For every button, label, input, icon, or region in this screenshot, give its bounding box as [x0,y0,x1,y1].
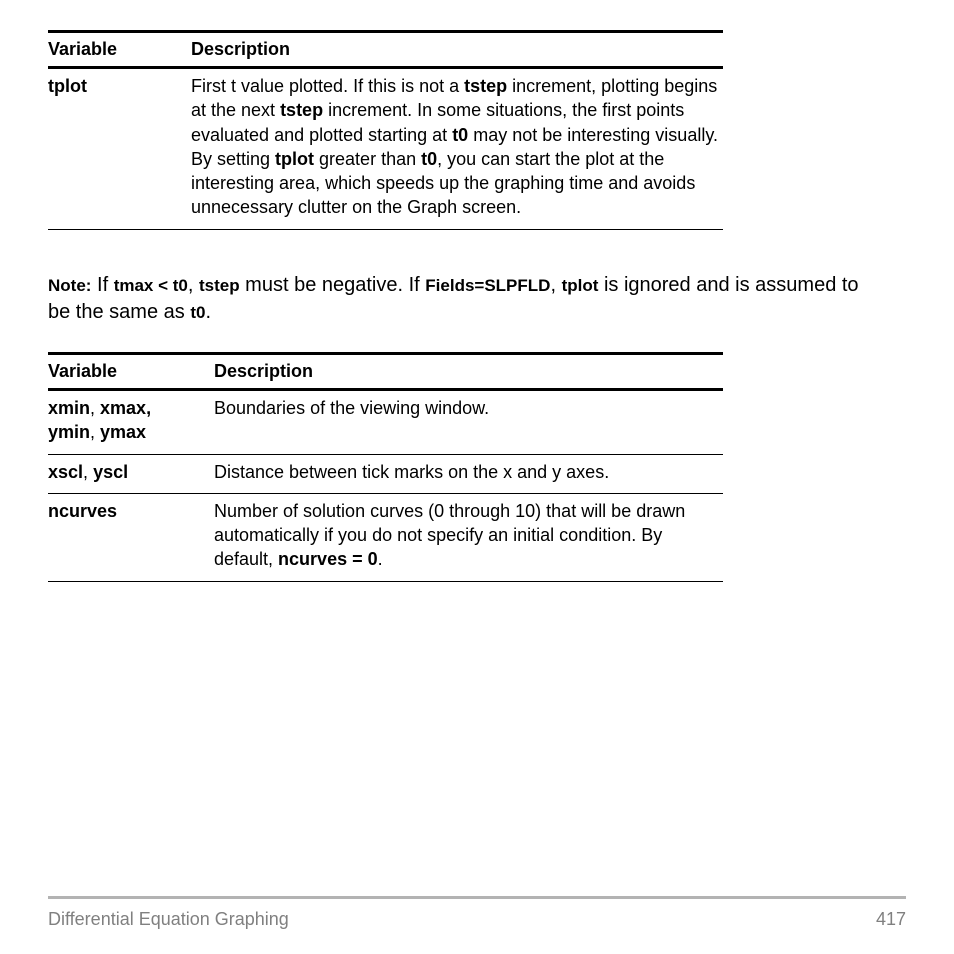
footer-page-number: 417 [875,909,906,929]
variable-cell: tplot [48,68,191,230]
footer-divider [48,896,906,899]
table-header-row [48,354,723,390]
table-row [48,493,723,581]
column-header-description: Description [214,354,723,390]
variable-cell: xscl, yscl [48,454,214,493]
description-cell: Distance between tick marks on the x and y axes. [214,454,723,493]
column-header-variable: Variable [48,32,191,68]
table-row [48,454,723,493]
note-text: If tmax < t0, tstep must be negative. If Fields=SLPFLD, tplot is ignored and is assumed to be the same as t0. [48,274,859,323]
note-paragraph [48,272,878,326]
variable-cell: xmin, xmax, ymin, ymax [48,390,214,455]
table-row [48,390,723,455]
footer-chapter-title: Differential Equation Graphing [48,909,289,929]
variable-cell: ncurves [48,493,214,581]
description-cell: Number of solution curves (0 through 10) that will be drawn automatically if you do not specify an initial condition. By default, ncurves = 0. [214,493,723,581]
description-cell: First t value plotted. If this is not a tstep increment, plotting begins at the next tstep increment. In some situations, the first points evaluated and plotted starting at t0 may not be interesting visually. By setting tplot greater than t0, you can start the plot at the interesting area, which speeds up the graphing time and avoids unnecessary clutter on the Graph screen. [191,68,723,230]
column-header-variable: Variable [48,354,214,390]
description-cell: Boundaries of the viewing window. [214,390,723,455]
variables-table-2 [48,352,723,582]
table-header-row [48,32,723,68]
variables-table-1 [48,30,723,230]
note-label: Note: [48,276,92,295]
column-header-description: Description [191,32,723,68]
table-row [48,68,723,230]
